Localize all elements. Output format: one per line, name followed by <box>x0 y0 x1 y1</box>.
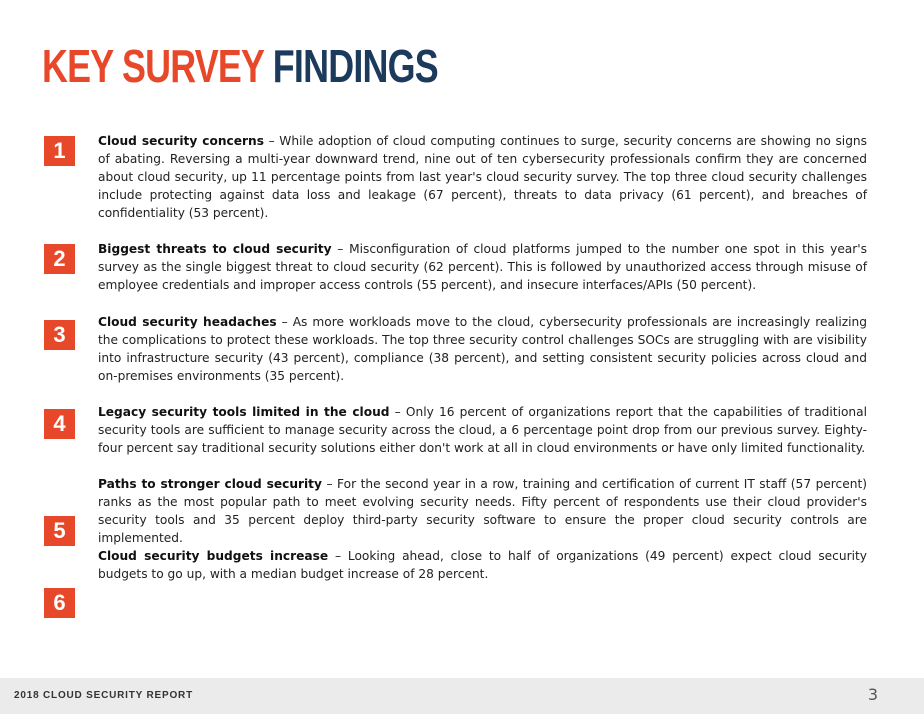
finding-paragraph-5 <box>98 475 867 547</box>
finding-body: – Only 16 percent of organizations report that the capabilities of traditional security tools are sufficient to manage security across the cloud, a 6 percentage point drop from our previous survey. Eighty-four percent say traditional security solutions either don't work at all in cloud environments or have only limited functionality. <box>98 405 867 455</box>
finding-title: Legacy security tools limited in the cloud <box>98 405 390 419</box>
finding-body: – As more workloads move to the cloud, cybersecurity professionals are increasingly realizing the complications to protect these workloads. The top three security control challenges SOCs are struggling with are visibility into infrastructure security (43 percent), compliance (38 percent), and setting consistent security policies across cloud and on-premises environments (35 percent). <box>98 315 867 383</box>
finding-paragraph-2 <box>98 240 867 294</box>
page-number: 3 <box>867 685 878 704</box>
finding-body: – For the second year in a row, training and certification of current IT staff (57 percent) ranks as the most popular path to meet evolving security needs. Fifty percent of respondents use their cloud provider's security tools and 35 percent deploy third-party security software to ensure the proper cloud security controls are implemented. <box>98 477 867 545</box>
page-title <box>42 40 438 92</box>
report-name-label: 2018 CLOUD SECURITY REPORT <box>14 690 193 701</box>
finding-paragraph-4 <box>98 403 867 457</box>
finding-body: – While adoption of cloud computing continues to surge, security concerns are showing no signs of abating. Reversing a multi-year downward trend, nine out of ten cybersecurity professionals confirm they are concerned about cloud security, up 11 percentage points from last year's cloud security survey. The top three cloud security challenges include protecting against data loss and leakage (67 percent), threats to data privacy (61 percent), and breaches of confidentiality (53 percent). <box>98 134 867 220</box>
finding-paragraph-3 <box>98 313 867 385</box>
finding-title: Cloud security budgets increase <box>98 549 329 563</box>
finding-number-badge-5: 5 <box>44 516 75 546</box>
finding-title: Paths to stronger cloud security <box>98 477 322 491</box>
finding-title: Cloud security concerns <box>98 134 264 148</box>
finding-paragraph-1 <box>98 132 867 222</box>
page-title-accent: KEY SURVEY <box>42 40 264 92</box>
finding-number-badge-2: 2 <box>44 244 75 274</box>
finding-body: – Looking ahead, close to half of organizations (49 percent) expect cloud security budgets to go up, with a median budget increase of 28 percent. <box>98 549 867 581</box>
page-footer <box>0 678 924 714</box>
finding-title: Cloud security headaches <box>98 315 277 329</box>
finding-number-badge-4: 4 <box>44 409 75 439</box>
finding-paragraph-6 <box>98 547 867 583</box>
finding-title: Biggest threats to cloud security <box>98 242 332 256</box>
finding-number-badge-1: 1 <box>44 136 75 166</box>
finding-body: – Misconfiguration of cloud platforms jumped to the number one spot in this year's survey as the single biggest threat to cloud security (62 percent). This is followed by unauthorized access through misuse of employee credentials and improper access controls (55 percent), and insecure interfaces/APIs (50 percent). <box>98 242 867 292</box>
page-title-main: FINDINGS <box>272 40 438 92</box>
finding-number-badge-6: 6 <box>44 588 75 618</box>
finding-number-badge-3: 3 <box>44 320 75 350</box>
